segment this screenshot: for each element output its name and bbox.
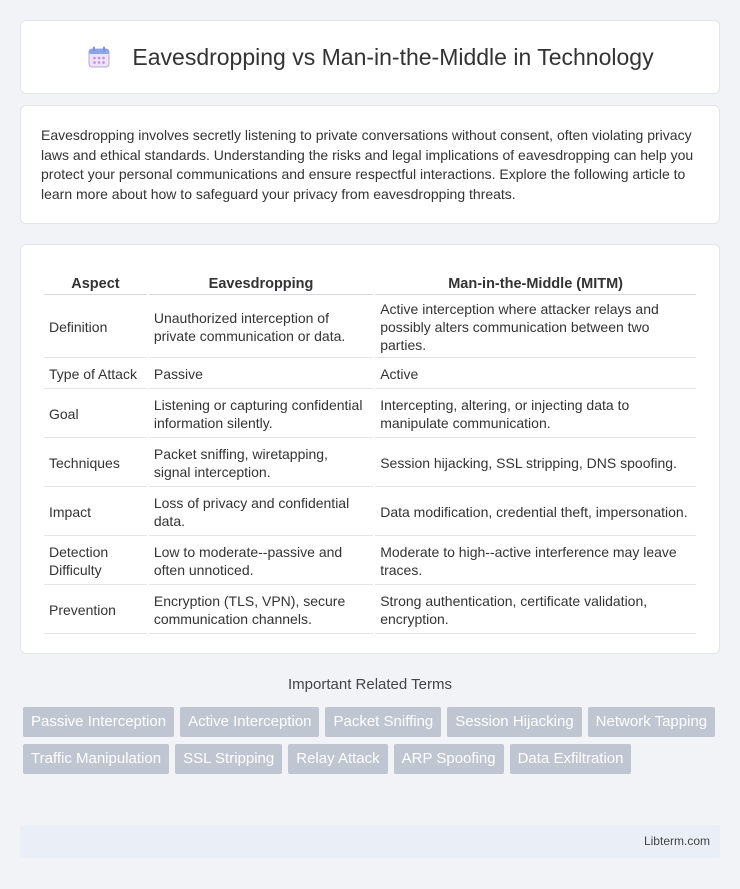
tag-data-exfiltration[interactable]: Data Exfiltration bbox=[510, 744, 632, 774]
footer bbox=[20, 825, 720, 858]
row-mitm: Strong authentication, certificate validation, encryption. bbox=[375, 587, 696, 634]
tag-packet-sniffing[interactable]: Packet Sniffing bbox=[325, 707, 441, 737]
table-row bbox=[44, 297, 696, 358]
row-aspect: Definition bbox=[44, 297, 147, 358]
table-row bbox=[44, 360, 696, 389]
row-aspect: Prevention bbox=[44, 587, 147, 634]
tag-network-tapping[interactable]: Network Tapping bbox=[588, 707, 715, 737]
tag-passive-interception[interactable]: Passive Interception bbox=[23, 707, 174, 737]
row-mitm: Moderate to high--active interference may leave traces. bbox=[375, 538, 696, 585]
table-header-row bbox=[44, 267, 696, 295]
header-card bbox=[20, 20, 720, 94]
intro-card bbox=[20, 105, 720, 224]
row-mitm: Intercepting, altering, or injecting data to manipulate communication. bbox=[375, 391, 696, 438]
intro-text: Eavesdropping involves secretly listening to private conversations without consent, often violating privacy laws and ethical standards. Understanding the risks and legal implications of eavesdropping can help you protect your personal communications and ensure respectful interactions. Explore the following article to learn more about how to safeguard your privacy from eavesdropping threats. bbox=[41, 127, 694, 202]
row-aspect: Detection Difficulty bbox=[44, 538, 147, 585]
calendar-icon bbox=[86, 44, 112, 70]
comparison-table bbox=[42, 265, 698, 636]
header-eavesdropping: Eavesdropping bbox=[149, 267, 373, 295]
footer-site-link[interactable]: Libterm.com bbox=[643, 834, 710, 848]
tag-arp-spoofing[interactable]: ARP Spoofing bbox=[394, 744, 504, 774]
row-eavesdropping: Listening or capturing confidential information silently. bbox=[149, 391, 373, 438]
tag-traffic-manipulation[interactable]: Traffic Manipulation bbox=[23, 744, 169, 774]
tag-active-interception[interactable]: Active Interception bbox=[180, 707, 319, 737]
row-aspect: Type of Attack bbox=[44, 360, 147, 389]
row-aspect: Techniques bbox=[44, 440, 147, 487]
row-mitm: Active bbox=[375, 360, 696, 389]
table-row bbox=[44, 587, 696, 634]
table-row bbox=[44, 391, 696, 438]
row-eavesdropping: Passive bbox=[149, 360, 373, 389]
row-eavesdropping: Loss of privacy and confidential data. bbox=[149, 489, 373, 536]
row-mitm: Data modification, credential theft, impersonation. bbox=[375, 489, 696, 536]
table-row bbox=[44, 489, 696, 536]
row-eavesdropping: Packet sniffing, wiretapping, signal interception. bbox=[149, 440, 373, 487]
related-terms-title: Important Related Terms bbox=[288, 676, 452, 693]
row-eavesdropping: Encryption (TLS, VPN), secure communication channels. bbox=[149, 587, 373, 634]
tag-session-hijacking[interactable]: Session Hijacking bbox=[447, 707, 581, 737]
comparison-table-card bbox=[20, 244, 720, 654]
row-eavesdropping: Low to moderate--passive and often unnoticed. bbox=[149, 538, 373, 585]
row-eavesdropping: Unauthorized interception of private communication or data. bbox=[149, 297, 373, 358]
row-mitm: Session hijacking, SSL stripping, DNS spoofing. bbox=[375, 440, 696, 487]
page-title: Eavesdropping vs Man-in-the-Middle in Technology bbox=[132, 43, 654, 70]
tag-relay-attack[interactable]: Relay Attack bbox=[288, 744, 387, 774]
row-aspect: Impact bbox=[44, 489, 147, 536]
row-aspect: Goal bbox=[44, 391, 147, 438]
table-row bbox=[44, 538, 696, 585]
header-mitm: Man-in-the-Middle (MITM) bbox=[375, 267, 696, 295]
table-row bbox=[44, 440, 696, 487]
related-terms-list bbox=[23, 707, 723, 781]
tag-ssl-stripping[interactable]: SSL Stripping bbox=[175, 744, 282, 774]
header-aspect: Aspect bbox=[44, 267, 147, 295]
row-mitm: Active interception where attacker relays and possibly alters communication between two parties. bbox=[375, 297, 696, 358]
